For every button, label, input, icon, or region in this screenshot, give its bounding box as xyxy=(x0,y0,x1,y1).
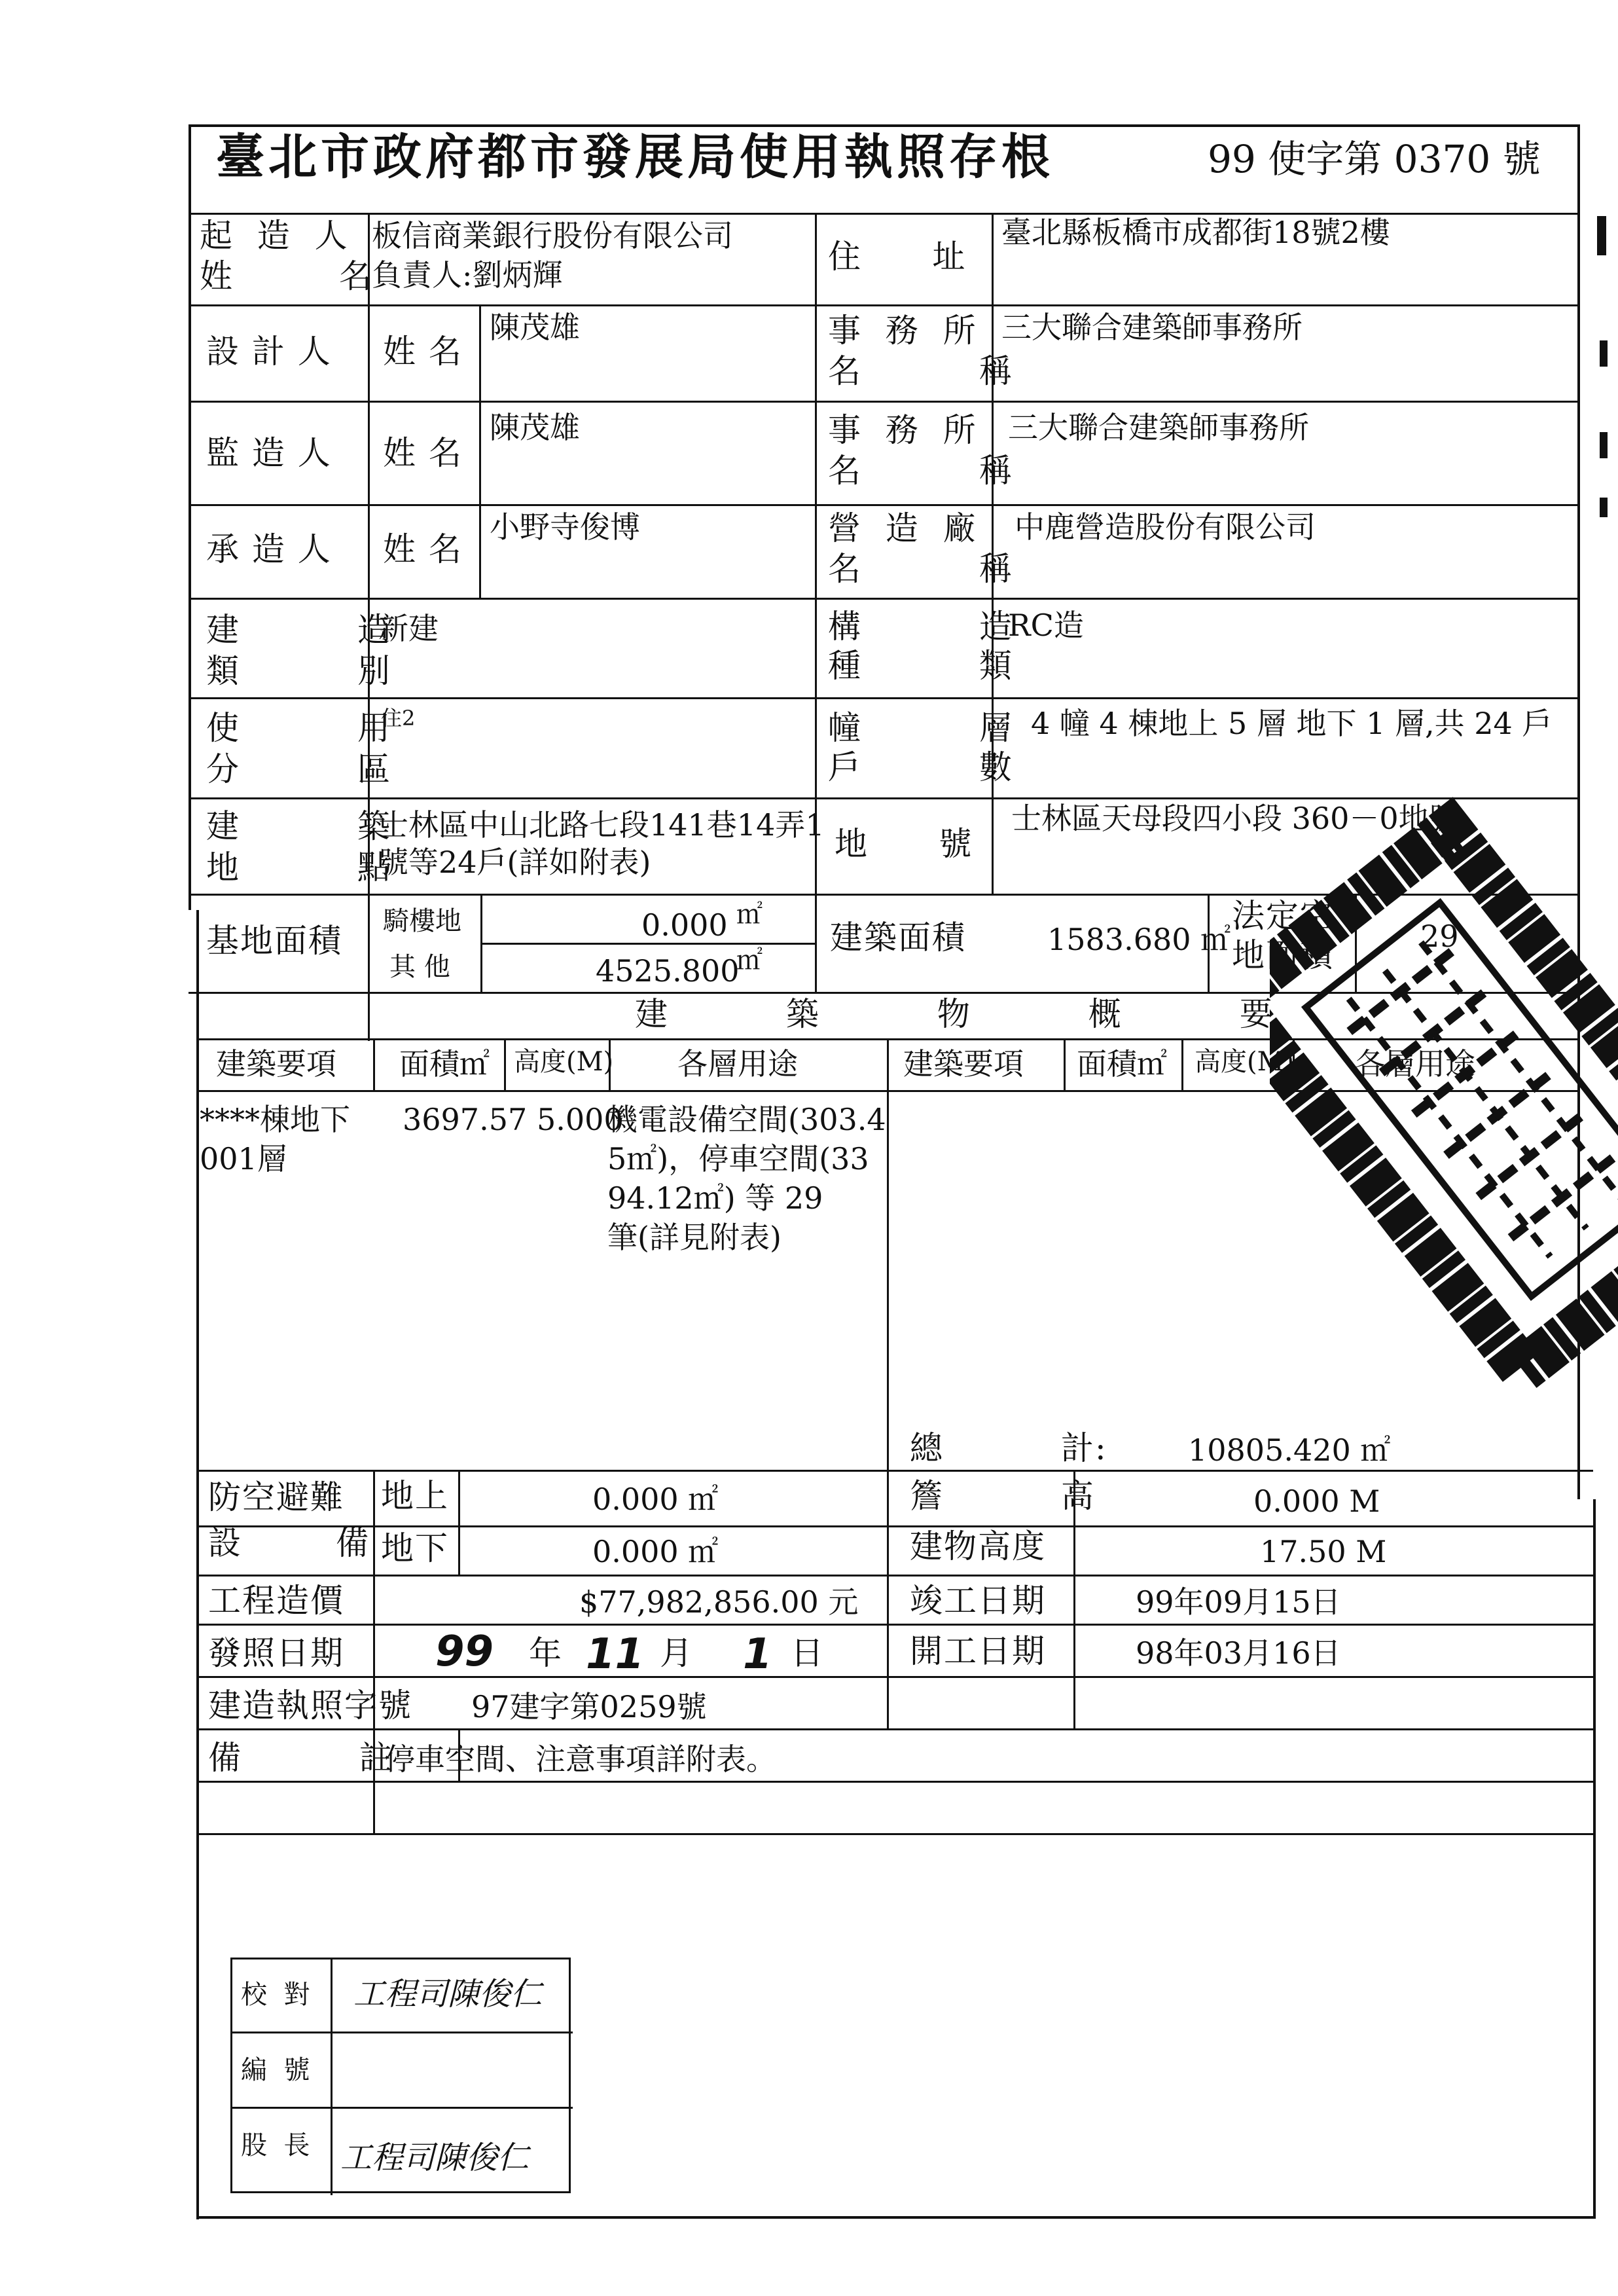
zone-value: 住2 xyxy=(381,706,416,731)
other-label: 其 他 xyxy=(389,952,450,982)
overview-header-height: 高度(M) xyxy=(514,1047,614,1077)
shelter-below: 0.000 ㎡ xyxy=(592,1534,719,1569)
floors-value: 4 幢 4 棟地上 5 層 地下 1 層,共 24 戶 xyxy=(1031,706,1553,741)
floors-label: 幢 層 xyxy=(828,709,1013,747)
shelter-above-label: 地上 xyxy=(381,1477,449,1515)
designer-office-label-2: 名 稱 xyxy=(828,352,1013,390)
issue-day-unit: 日 xyxy=(791,1634,825,1672)
construction-type-label-2: 類 別 xyxy=(206,652,391,690)
open-space-label-2: 地面積 xyxy=(1232,936,1334,974)
eave-label: 簷 高 xyxy=(910,1477,1095,1515)
complete-date: 99年09月15日 xyxy=(1136,1584,1341,1620)
supervisor-name-label: 姓 名 xyxy=(383,434,463,472)
structure-label: 構 造 xyxy=(828,608,1013,646)
location-line-1: 士林區中山北路七段141巷14弄1 xyxy=(378,807,825,843)
building-area: 1583.680 ㎡ xyxy=(1047,922,1231,957)
eave-value: 0.000 M xyxy=(1253,1484,1380,1519)
open-space-value: 29 xyxy=(1420,919,1459,954)
applicant-address: 臺北縣板橋市成都街18號2樓 xyxy=(1001,215,1390,250)
building-height-label: 建物高度 xyxy=(910,1527,1046,1565)
overview-header-item: 建築要項 xyxy=(216,1046,336,1082)
overview-title: 建 築 物 概 要 xyxy=(635,995,1274,1033)
lot-label: 地 號 xyxy=(835,825,973,863)
zone-label: 使 用 xyxy=(206,709,391,747)
building-area-label: 建築面積 xyxy=(830,919,966,957)
start-date: 98年03月16日 xyxy=(1136,1635,1341,1671)
overview-header-use-2: 各層用途 xyxy=(1355,1046,1475,1082)
cost-label: 工程造價 xyxy=(208,1582,344,1620)
applicant-label: 起 造 人 xyxy=(200,217,349,255)
row-use-line-4: 筆(詳見附表) xyxy=(607,1220,782,1255)
complete-label: 竣工日期 xyxy=(910,1582,1046,1620)
row-area: 3697.57 xyxy=(403,1102,528,1137)
shelter-below-label: 地下 xyxy=(381,1529,449,1567)
total-label: 總 計: xyxy=(910,1429,1107,1467)
contractor-name: 小野寺俊博 xyxy=(490,509,640,545)
designer-label: 設 計 人 xyxy=(206,333,332,371)
applicant-name: 板信商業銀行股份有限公司 xyxy=(372,218,733,253)
edge-mark xyxy=(1600,340,1608,367)
shelter-label-2: 設 備 xyxy=(208,1524,370,1562)
overview-header-height-2: 高度(M) xyxy=(1195,1047,1295,1077)
construction-type: 新建 xyxy=(378,611,439,646)
zone-label-2: 分 區 xyxy=(206,750,391,788)
shelter-above: 0.000 ㎡ xyxy=(592,1482,719,1517)
supervisor-office-label: 事 務 所 xyxy=(828,411,977,449)
chief-signature: 工程司陳俊仁 xyxy=(340,2140,530,2176)
supervisor-name: 陳茂雄 xyxy=(490,410,580,445)
row-use-line-3: 94.12㎡) 等 29 xyxy=(607,1180,823,1216)
contractor-label: 承 造 人 xyxy=(206,530,332,568)
issue-month: 11 xyxy=(586,1630,645,1679)
overview-header-area-2: 面積㎡ xyxy=(1077,1046,1167,1082)
total-value: 10805.420 ㎡ xyxy=(1188,1432,1391,1468)
row-item-line-2: 001層 xyxy=(200,1141,287,1176)
designer-name: 陳茂雄 xyxy=(490,310,580,345)
start-label: 開工日期 xyxy=(910,1632,1046,1670)
supervisor-label: 監 造 人 xyxy=(206,434,332,472)
issue-year-unit: 年 xyxy=(529,1634,563,1672)
overview-header-use: 各層用途 xyxy=(677,1046,798,1082)
supervisor-office-label-2: 名 稱 xyxy=(828,452,1013,490)
number-label: 編 號 xyxy=(241,2055,310,2085)
row-height: 5.000 xyxy=(537,1102,623,1137)
contractor-firm-label: 營 造 廠 xyxy=(828,509,977,547)
designer-office: 三大聯合建築師事務所 xyxy=(1001,310,1303,345)
contractor-name-label: 姓 名 xyxy=(383,530,463,568)
issue-day: 1 xyxy=(743,1630,772,1679)
other-unit: ㎡ xyxy=(736,945,763,975)
issue-year: 99 xyxy=(435,1628,494,1676)
designer-office-label: 事 務 所 xyxy=(828,312,977,350)
issue-label: 發照日期 xyxy=(208,1634,344,1672)
arcade-unit: ㎡ xyxy=(736,900,763,930)
document-title: 臺北市政府都市發展局使用執照存根 xyxy=(216,129,1054,185)
other-value: 4525.800 xyxy=(596,953,740,989)
location-label-2: 地 點 xyxy=(206,848,391,886)
shelter-label: 防空避難 xyxy=(208,1478,344,1516)
row-item-line-1: ****棟地下 xyxy=(200,1102,350,1137)
check-label: 校 對 xyxy=(241,1980,310,2010)
designer-name-label: 姓 名 xyxy=(383,333,463,371)
building-height: 17.50 M xyxy=(1260,1534,1387,1569)
structure-label-2: 種 類 xyxy=(828,647,1013,685)
construction-type-label: 建 造 xyxy=(206,611,391,649)
structure-type: RC造 xyxy=(1008,608,1084,643)
edge-mark xyxy=(1597,216,1606,255)
permit-number: 99 使字第 0370 號 xyxy=(1208,137,1541,181)
chief-label: 股 長 xyxy=(241,2130,310,2160)
overview-header-area: 面積㎡ xyxy=(399,1046,490,1082)
location-label: 建 築 xyxy=(206,807,391,845)
arcade-label: 騎樓地 xyxy=(383,906,461,936)
floors-label-2: 戶 數 xyxy=(828,748,1013,786)
edge-mark xyxy=(1600,498,1608,517)
row-use-line-2: 5㎡)，停車空間(33 xyxy=(607,1141,869,1176)
open-space-label: 法定空 xyxy=(1232,897,1334,935)
arcade-value: 0.000 xyxy=(641,907,728,943)
edge-mark xyxy=(1600,432,1608,458)
supervisor-office: 三大聯合建築師事務所 xyxy=(1008,410,1309,445)
applicant-label-2: 姓 名 xyxy=(200,257,374,295)
location-line-2: 號等24戶(詳如附表) xyxy=(378,845,651,880)
contractor-firm-label-2: 名 稱 xyxy=(828,550,1013,588)
check-signature: 工程司陳俊仁 xyxy=(353,1976,543,2013)
contractor-firm: 中鹿營造股份有限公司 xyxy=(1015,509,1316,545)
lot-number: 士林區天母段四小段 360－0地號 xyxy=(1011,801,1459,836)
overview-header-item-2: 建築要項 xyxy=(903,1046,1024,1082)
applicant-responsible: 負責人:劉炳輝 xyxy=(372,257,563,293)
official-seal-stamp xyxy=(1270,779,1618,1506)
row-use-line-1: 機電設備空間(303.4 xyxy=(607,1102,886,1137)
address-label: 住 址 xyxy=(828,238,967,276)
remarks-value: 停車空間、注意事項詳附表。 xyxy=(385,1741,776,1777)
issue-month-unit: 月 xyxy=(660,1634,694,1672)
site-area-label: 基地面積 xyxy=(206,922,342,960)
cost-value: $77,982,856.00 元 xyxy=(579,1584,859,1620)
remarks-label: 備 註 xyxy=(208,1739,393,1777)
license-label: 建造執照字號 xyxy=(208,1686,412,1724)
license-value: 97建字第0259號 xyxy=(471,1689,707,1724)
